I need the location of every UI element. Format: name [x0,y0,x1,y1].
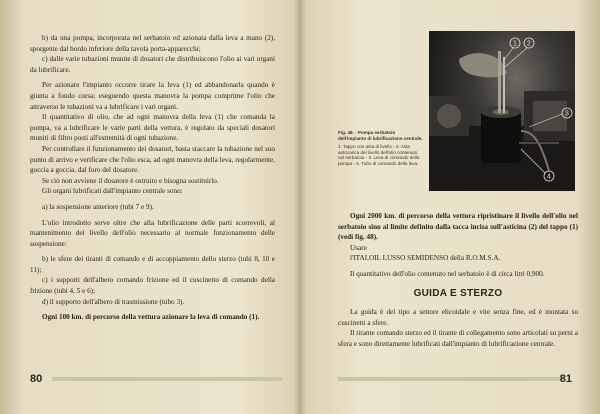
figure-label-4: 4 [547,173,551,181]
paragraph: d) il supporto dell'albero di trasmissione (tubo 3). [42,297,185,306]
paragraph: Il tirante comando sterzo ed il tirante di collegamento sono articolati su perni a sfera e sono direttamente lubrificati dall'impianto di lubrificazione centrale. [338,329,578,348]
paragraph: Gli organi lubrificati dall'impianto centrale sono: [42,187,183,196]
footer-rule [52,377,282,381]
paragraph: a) la sospensione anteriore (tubi 7 e 9). [42,202,154,211]
paragraph: Se ciò non avviene il dosatore è ostruito e bisogna sostituirlo. [42,176,219,185]
paragraph: L'olio introdotto serve oltre che alla lubrificazione delle parti scorrevoli, al mantenimento del livello dell'olio necessario al normale funzionamento delle sospensione: [30,218,275,248]
figure-label-1: 1 [513,40,517,48]
figure-title: Fig. 48. - Pompa serbatoio dell'impianto di lubrificazione centrale. [338,130,423,141]
left-page-body [30,33,275,323]
figure-legend: 1. Tappo con asta di livello - 2. Asta autocarica del livello dell'olio contenuto nel serbatoio - 3. Leva di comando della pompa - 4. Tubo di comando della leva. [338,144,420,166]
right-page [300,0,600,414]
paragraph: La guida è del tipo a settore elicoidale e vite senza fine, ed è montata su cuscinetti a sfere. [338,308,578,327]
paragraph: Usare [350,243,367,252]
page-number: 80 [30,373,43,385]
page-number: 81 [559,373,572,385]
paragraph: Ogni 2000 km. di percorso della vettura ripristinare il livello dell'olio nel serbatoio sino al limite definito dalla tacca incisa sull'asticina (2) del tappo (1) (vedi fig. 48). [338,212,578,242]
figure-label-3: 3 [565,110,569,118]
paragraph: Il quantitativo dell'olio contenuto nel serbatoio è di circa litri 0,900. [350,269,545,278]
paragraph: Per azionare l'impianto occorre tirare la leva (1) ed abbandonarla quando è giunta a fondo corsa; eseguendo questa manovra la pompa comprime l'olio che attraverso le tubazioni va a lubrificare i vari organi. [30,81,275,111]
paragraph: c) i supporti dell'albero comando frizione ed il cuscinetto di comando della frizione (tubi 4, 5 e 6); [30,276,275,296]
section-heading: GUIDA E STERZO [413,287,503,299]
figure-caption [338,130,424,167]
paragraph: b) da una pompa, incorporata nel serbatoio ed azionata dalla leva a mano (2), sporgente dal bordo inferiore della tavola porta-apparecchi; [30,34,275,53]
figure-photo [429,31,575,191]
footer-rule [338,377,563,381]
paragraph: b) le sfere dei tiranti di comando e di accoppiamento dello sterzo (tubi 8, 10 e 11); [30,255,275,274]
paragraph: c) dalle varie tubazioni munite di dosatori che distribuiscono l'olio ai vari organi da lubrificare. [30,55,275,74]
right-page-body [338,211,578,350]
paragraph: Per controllare il funzionamento dei dosatori, basta staccare la tubazione nel suo punto di arrivo e verificare che l'olio esca, ad ogni manovra della leva, regolarmente, goccia a goccia, dal foro del dosatore. [30,144,275,175]
paragraph: Il quantitativo di olio, che ad ogni manovra della leva (1) che comanda la pompa, va a lubrificare le varie parti della vettura, è regolato da speciali dosatori muniti di filtro posti all'estremità di ogni tubazione. [30,113,275,143]
figure-label-2: 2 [527,40,531,48]
paragraph: Ogni 100 km. di percorso della vettura azionare la leva di comando (1). [42,313,260,322]
paragraph: l'ITALOIL LUSSO SEMIDENSO della R.O.M.S.A. [350,254,501,263]
